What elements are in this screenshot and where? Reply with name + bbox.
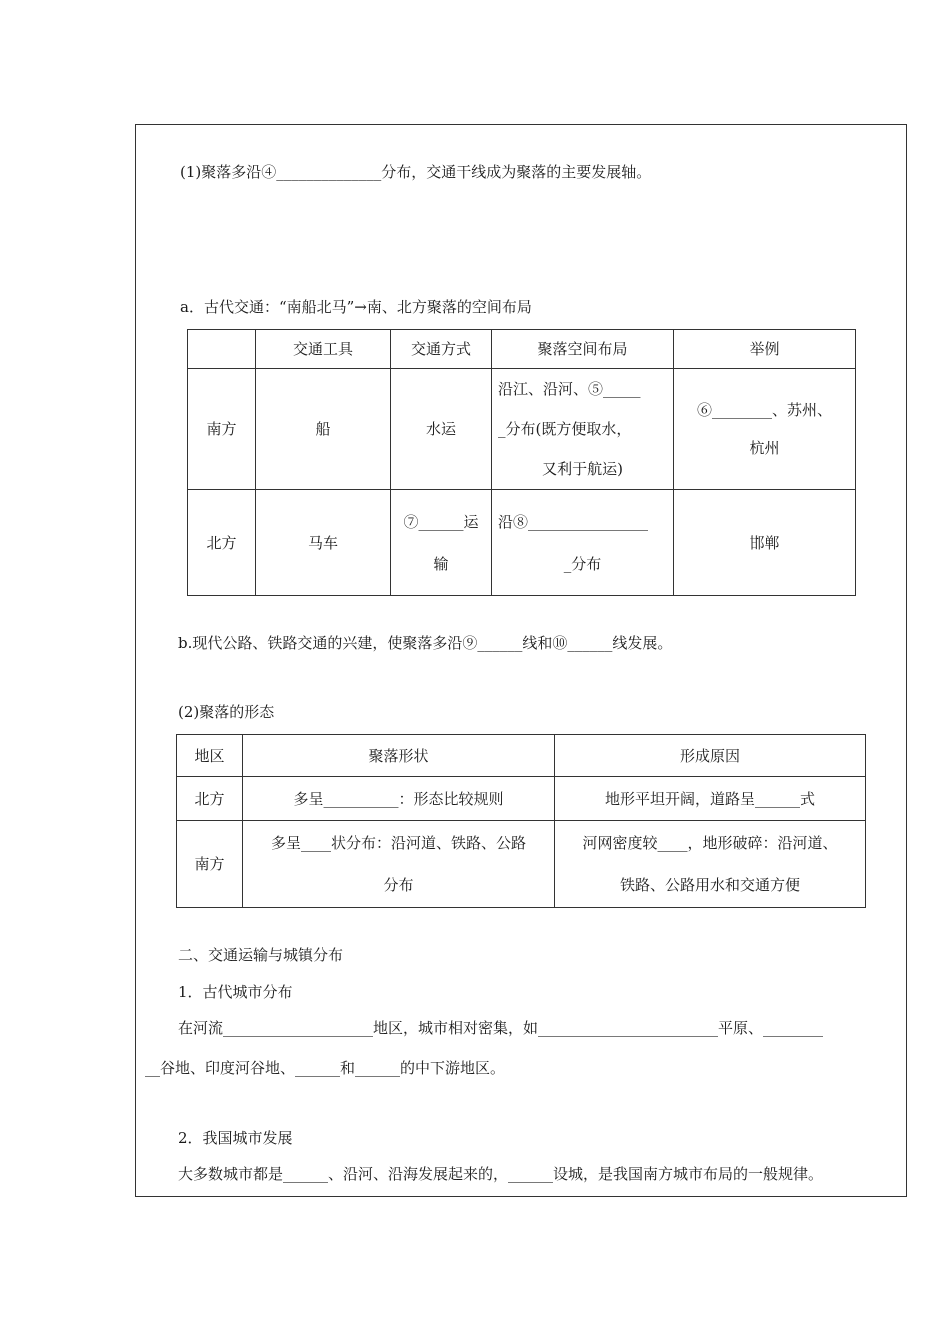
cell-line: ⑥________、苏州、 (696, 401, 832, 419)
table-row (188, 369, 856, 490)
table-cell: 南方 (188, 369, 256, 490)
cell-line: 杭州 (749, 439, 780, 457)
table-cell (492, 369, 674, 490)
table-header-cell: 交通工具 (256, 330, 391, 369)
cell-line: 又利于航运) (542, 460, 623, 478)
table-cell: 南方 (177, 821, 243, 908)
china-cities-line: 大多数城市都是______、沿河、沿海发展起来的，______设城，是我国南方城市布局的一般规律。 (178, 1165, 824, 1183)
table-cell (674, 369, 856, 490)
table-cell: 地形平坦开阔，道路呈______式 (555, 777, 866, 821)
table-header-cell: 聚落形状 (243, 735, 555, 777)
table-cell (391, 490, 492, 596)
table-cell: 多呈__________：形态比较规则 (243, 777, 555, 821)
cell-line: 沿⑧________________ (498, 512, 649, 531)
table-cell (555, 821, 866, 908)
table-header-cell: 形成原因 (555, 735, 866, 777)
table-header-row (177, 735, 866, 777)
table-cell (492, 490, 674, 596)
table-header-cell: 举例 (674, 330, 856, 369)
cell-line: 铁路、公路用水和交通方便 (619, 876, 800, 894)
transport-layout-table (187, 329, 856, 596)
cell-line: 输 (433, 554, 449, 573)
ancient-cities-line-1: 在河流____________________地区，城市相对密集，如________________________平原、________ (178, 1019, 824, 1037)
table-header-cell: 交通方式 (391, 330, 492, 369)
table-cell (243, 821, 555, 908)
table-cell: 马车 (256, 490, 391, 596)
item-b-text: b.现代公路、铁路交通的兴建，使聚落多沿⑨______线和⑩______线发展。 (178, 634, 673, 652)
item-a-title: a．古代交通：“南船北马”→南、北方聚落的空间布局 (180, 298, 532, 316)
table-cell: 水运 (391, 369, 492, 490)
item-1-text: (1)聚落多沿④______________分布，交通干线成为聚落的主要发展轴。 (180, 163, 652, 181)
table-header-row (188, 330, 856, 369)
cell-line: _分布(既方便取水， (498, 420, 632, 438)
table-cell: 邯郸 (674, 490, 856, 596)
cell-line: 多呈____状分布：沿河道、铁路、公路 (270, 834, 526, 852)
table-row (177, 777, 866, 821)
table-cell: 北方 (188, 490, 256, 596)
table-row (188, 490, 856, 596)
ancient-cities-line-2: __谷地、印度河谷地、______和______的中下游地区。 (145, 1059, 506, 1077)
table-cell: 北方 (177, 777, 243, 821)
subsection-2-title: 2．我国城市发展 (178, 1129, 293, 1147)
table-header-cell: 聚落空间布局 (492, 330, 674, 369)
section-2-title: 二、交通运输与城镇分布 (178, 946, 344, 964)
subsection-1-title: 1．古代城市分布 (178, 983, 293, 1001)
cell-line: 沿江、沿河、⑤_____ (498, 380, 641, 398)
table-row (177, 821, 866, 908)
table-cell: 船 (256, 369, 391, 490)
cell-line: 分布 (383, 876, 414, 894)
settlement-form-table (176, 734, 866, 908)
table-header-cell: 地区 (177, 735, 243, 777)
cell-line: ⑦______运 (403, 512, 479, 531)
cell-line: 河网密度较____，地形破碎：沿河道、 (582, 834, 838, 852)
table-header-cell (188, 330, 256, 369)
item-2-title: (2)聚落的形态 (178, 703, 275, 721)
cell-line: _分布 (563, 554, 602, 573)
